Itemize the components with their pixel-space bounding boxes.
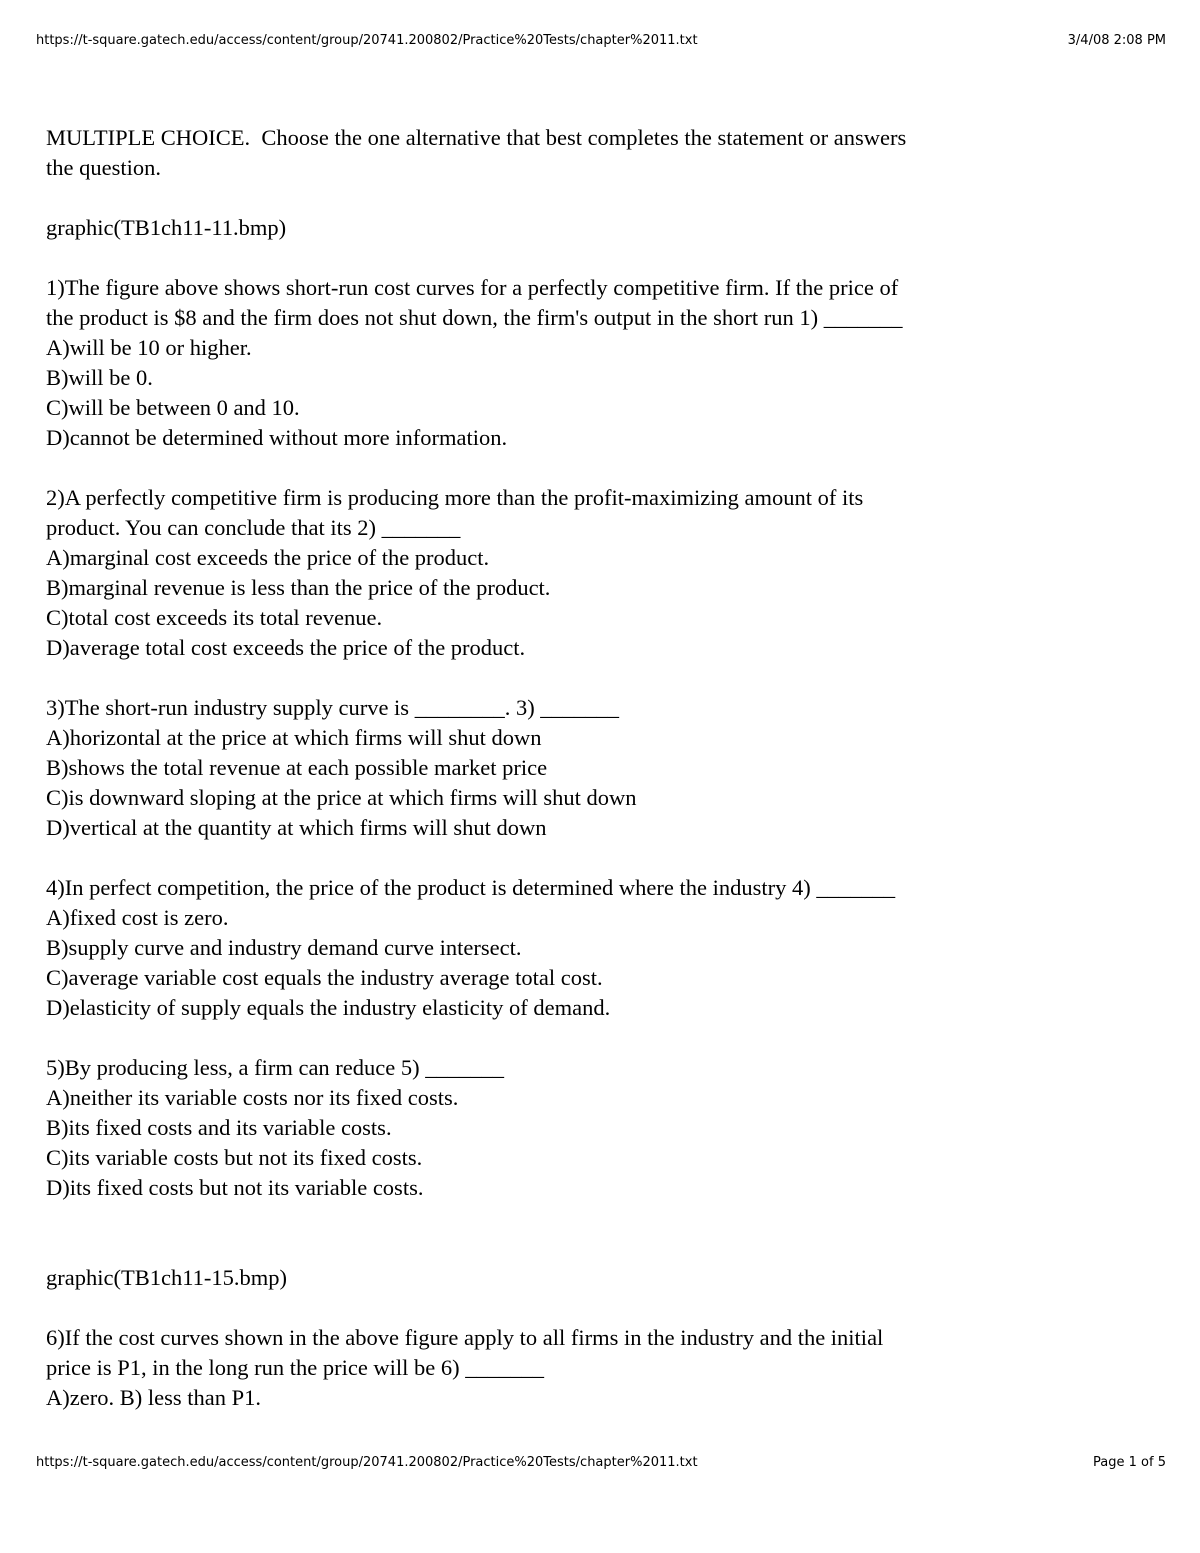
answer-option: A)marginal cost exceeds the price of the product. <box>46 545 490 570</box>
answer-option: B)shows the total revenue at each possible market price <box>46 755 548 780</box>
page-number: Page 1 of 5 <box>1093 1455 1166 1470</box>
question-stem: 3)The short-run industry supply curve is ________. 3) _______ <box>46 695 620 720</box>
answer-option: D)average total cost exceeds the price of the product. <box>46 635 526 660</box>
question-3 <box>46 693 1086 843</box>
question-stem: 4)In perfect competition, the price of the product is determined where the industry 4) _______ <box>46 875 896 900</box>
answer-option: C)is downward sloping at the price at which firms will shut down <box>46 785 637 810</box>
answer-option: A)horizontal at the price at which firms will shut down <box>46 725 542 750</box>
answer-option: C)average variable cost equals the industry average total cost. <box>46 965 603 990</box>
instructions-line: MULTIPLE CHOICE. Choose the one alternative that best completes the statement or answers <box>46 125 907 150</box>
answer-option: B)its fixed costs and its variable costs. <box>46 1115 392 1140</box>
footer-url: https://t-square.gatech.edu/access/content/group/20741.200802/Practice%20Tests/chapter%2011.txt <box>36 1455 698 1470</box>
header-datetime: 3/4/08 2:08 PM <box>1067 33 1166 48</box>
answer-option: B)will be 0. <box>46 365 153 390</box>
question-5 <box>46 1053 1086 1203</box>
graphic-reference: graphic(TB1ch11-15.bmp) <box>46 1265 287 1290</box>
answer-option: D)cannot be determined without more information. <box>46 425 508 450</box>
page-footer <box>36 1455 1166 1470</box>
graphic-reference: graphic(TB1ch11-11.bmp) <box>46 215 287 240</box>
question-stem: 2)A perfectly competitive firm is producing more than the profit-maximizing amount of its <box>46 485 864 510</box>
page-header <box>36 33 1166 48</box>
answer-option: A)neither its variable costs nor its fixed costs. <box>46 1085 459 1110</box>
answer-option: B)supply curve and industry demand curve intersect. <box>46 935 522 960</box>
question-stem: price is P1, in the long run the price will be 6) _______ <box>46 1355 545 1380</box>
question-stem: 6)If the cost curves shown in the above figure apply to all firms in the industry and the initial <box>46 1325 884 1350</box>
answer-option: B)marginal revenue is less than the price of the product. <box>46 575 551 600</box>
instructions <box>46 123 1086 183</box>
answer-option: D)its fixed costs but not its variable costs. <box>46 1175 424 1200</box>
instructions-line: the question. <box>46 155 161 180</box>
answer-option: C)its variable costs but not its fixed costs. <box>46 1145 423 1170</box>
document-body <box>46 123 1086 1413</box>
answer-option: A)zero. B) less than P1. <box>46 1385 261 1410</box>
header-url: https://t-square.gatech.edu/access/content/group/20741.200802/Practice%20Tests/chapter%2011.txt <box>36 33 698 48</box>
question-1 <box>46 273 1086 453</box>
question-stem: 5)By producing less, a firm can reduce 5) _______ <box>46 1055 504 1080</box>
question-stem: the product is $8 and the firm does not shut down, the firm's output in the short run 1) _______ <box>46 305 903 330</box>
answer-option: C)total cost exceeds its total revenue. <box>46 605 383 630</box>
answer-option: D)vertical at the quantity at which firms will shut down <box>46 815 547 840</box>
answer-option: C)will be between 0 and 10. <box>46 395 300 420</box>
answer-option: D)elasticity of supply equals the industry elasticity of demand. <box>46 995 611 1020</box>
answer-option: A)fixed cost is zero. <box>46 905 229 930</box>
answer-option: A)will be 10 or higher. <box>46 335 252 360</box>
question-stem: 1)The figure above shows short-run cost curves for a perfectly competitive firm. If the price of <box>46 275 899 300</box>
question-4 <box>46 873 1086 1023</box>
question-6 <box>46 1323 1086 1413</box>
question-stem: product. You can conclude that its 2) _______ <box>46 515 461 540</box>
question-2 <box>46 483 1086 663</box>
